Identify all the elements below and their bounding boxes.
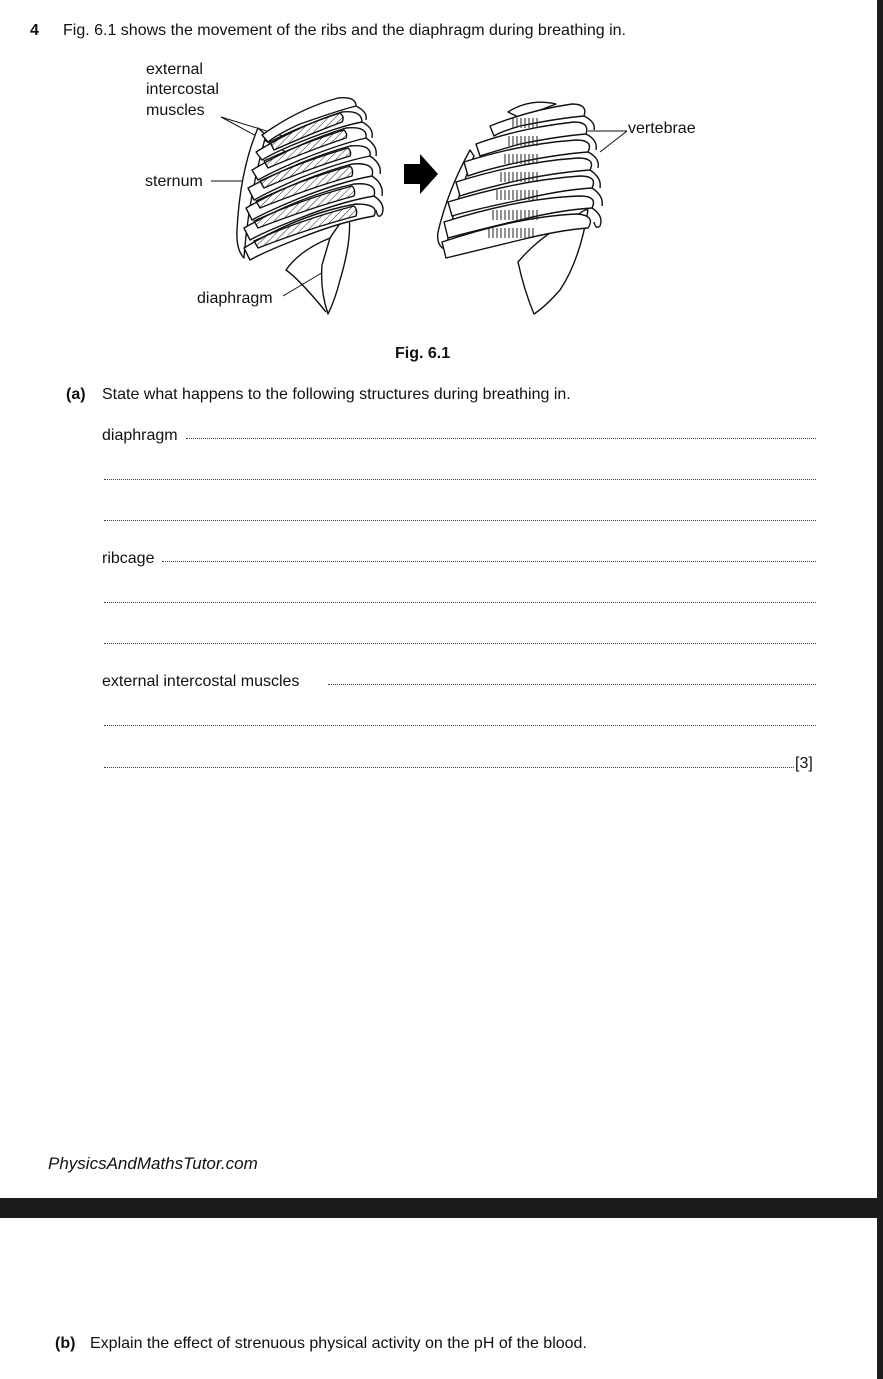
arrow-icon bbox=[404, 154, 438, 194]
answer-line-diaphragm-2[interactable] bbox=[104, 479, 816, 480]
label-muscles: muscles bbox=[146, 102, 205, 119]
ribcage-figure bbox=[0, 0, 883, 340]
answer-line-intercostal-2[interactable] bbox=[104, 725, 816, 726]
question-number: 4 bbox=[30, 22, 39, 39]
answer-line-ribcage-1[interactable] bbox=[162, 561, 816, 562]
footer-credit: PhysicsAndMathsTutor.com bbox=[48, 1154, 258, 1173]
label-intercostal: intercostal bbox=[146, 81, 219, 98]
answer-line-diaphragm-3[interactable] bbox=[104, 520, 816, 521]
part-a-prompt: State what happens to the following structures during breathing in. bbox=[102, 386, 571, 403]
ribcage-left-drawing bbox=[237, 98, 383, 314]
part-b-letter: (b) bbox=[55, 1335, 76, 1352]
structure-label-ribcage: ribcage bbox=[102, 550, 155, 567]
figure-caption: Fig. 6.1 bbox=[395, 345, 451, 362]
label-external: external bbox=[146, 61, 203, 78]
answer-line-diaphragm-1[interactable] bbox=[186, 438, 816, 439]
marks-indicator: [3] bbox=[795, 755, 813, 772]
structure-label-diaphragm: diaphragm bbox=[102, 427, 178, 444]
structure-label-intercostal: external intercostal muscles bbox=[102, 673, 300, 690]
answer-line-ribcage-2[interactable] bbox=[104, 602, 816, 603]
label-diaphragm: diaphragm bbox=[197, 290, 273, 307]
part-b-prompt: Explain the effect of strenuous physical activity on the pH of the blood. bbox=[90, 1335, 587, 1352]
answer-line-ribcage-3[interactable] bbox=[104, 643, 816, 644]
question-intro: Fig. 6.1 shows the movement of the ribs and the diaphragm during breathing in. bbox=[63, 22, 626, 39]
part-a-letter: (a) bbox=[66, 386, 86, 403]
answer-line-intercostal-3[interactable] bbox=[104, 767, 794, 768]
label-vertebrae: vertebrae bbox=[628, 120, 696, 137]
page-divider bbox=[0, 1198, 883, 1218]
answer-line-intercostal-1[interactable] bbox=[328, 684, 816, 685]
ribcage-right-drawing bbox=[438, 102, 603, 314]
right-edge-bar bbox=[877, 0, 883, 1379]
label-sternum: sternum bbox=[145, 173, 203, 190]
